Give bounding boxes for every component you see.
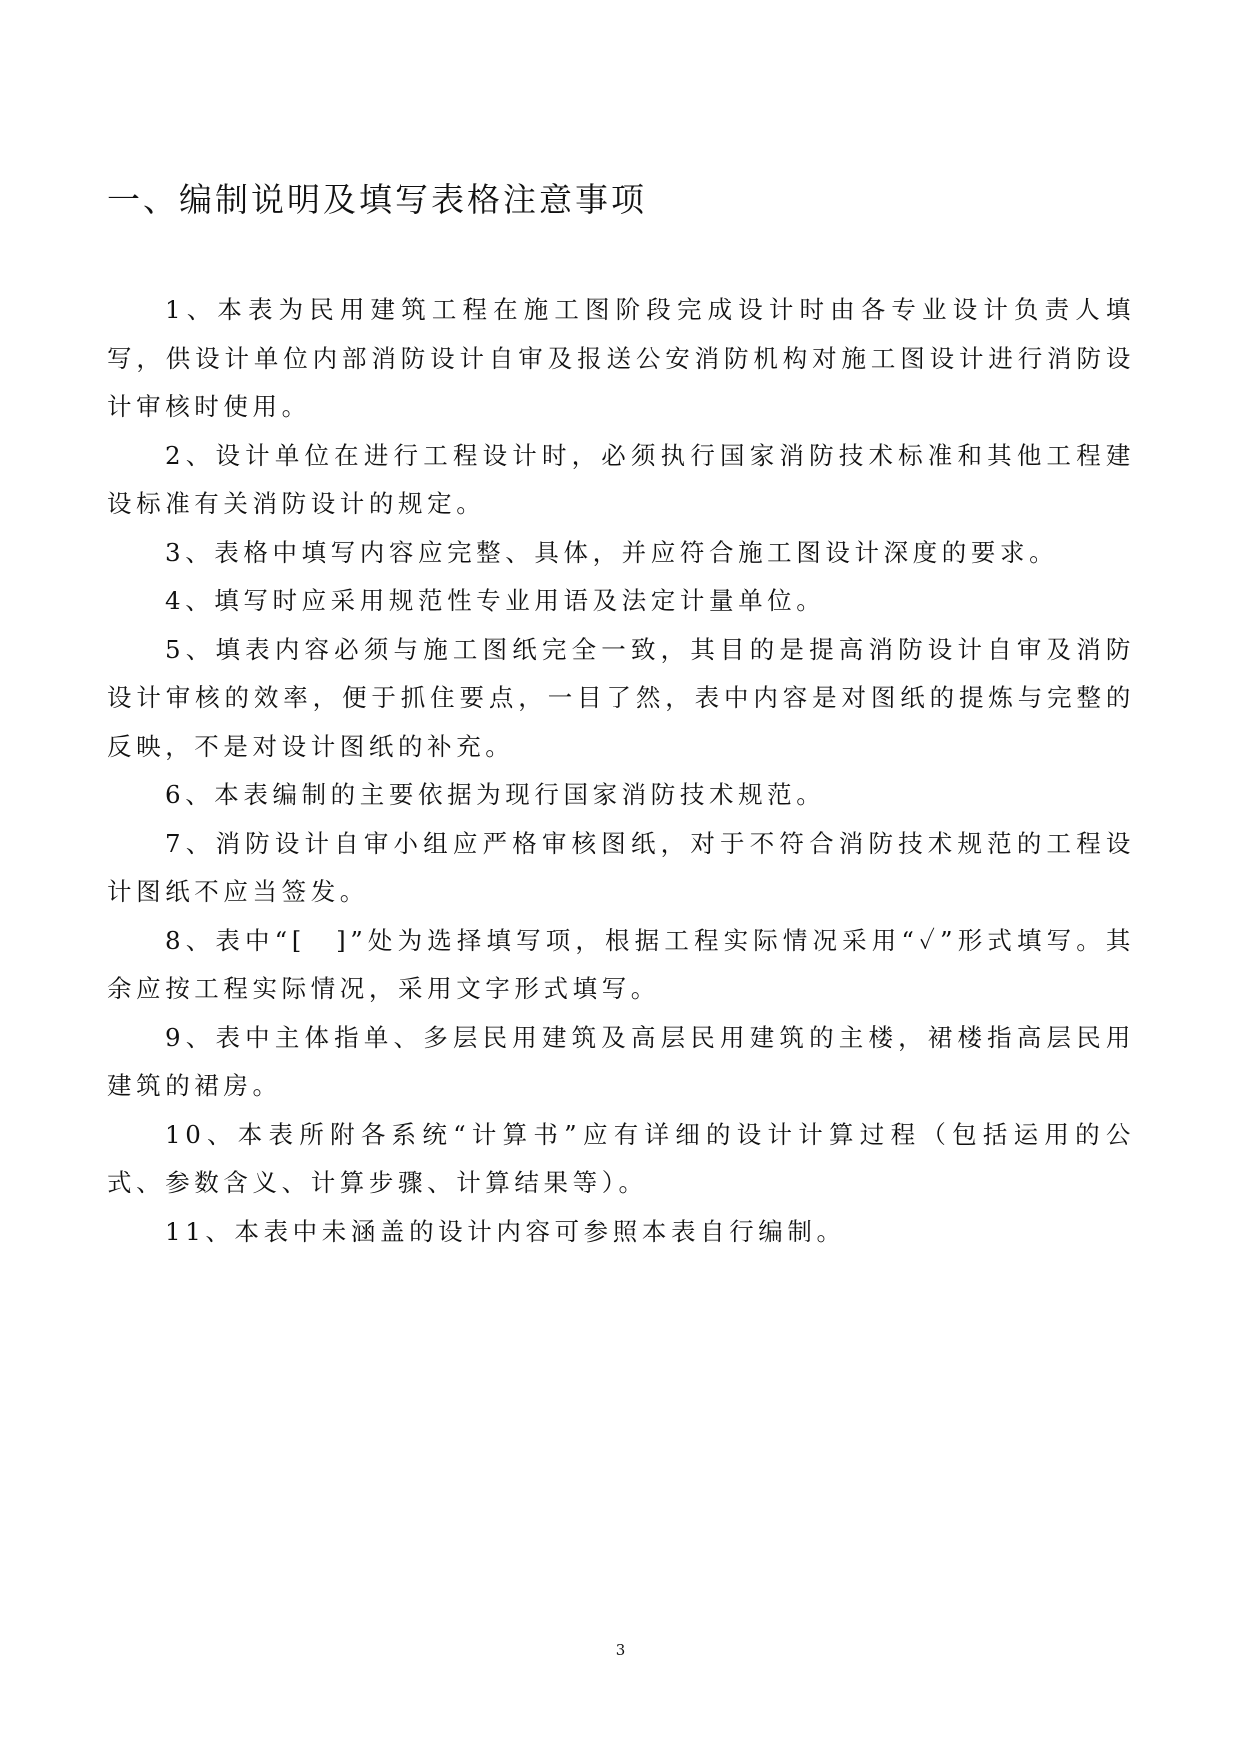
instruction-item-11: 11、本表中未涵盖的设计内容可参照本表自行编制。 xyxy=(165,1216,846,1246)
instruction-item-4: 4、填写时应采用规范性专业用语及法定计量单位。 xyxy=(165,586,826,615)
instruction-item-9: 9、表中主体指单、多层民用建筑及高层民用建筑的主楼，裙楼指高层民用建筑的裙房。 xyxy=(107,1022,1135,1100)
instruction-item-7: 7、消防设计自审小组应严格审核图纸，对于不符合消防技术规范的工程设计图纸不应当签发。 xyxy=(107,828,1135,906)
instruction-item-10: 10、本表所附各系统“计算书”应有详细的设计计算过程（包括运用的公式、参数含义、计算步骤、计算结果等）。 xyxy=(107,1119,1135,1197)
instruction-item-8: 8、表中“[ ]”处为选择填写项，根据工程实际情况采用“✓”形式填写。其余应按工程实际情况，采用文字形式填写。 xyxy=(107,925,1135,1003)
instruction-item-3: 3、表格中填写内容应完整、具体，并应符合施工图设计深度的要求。 xyxy=(165,537,1059,567)
page-number: 3 xyxy=(615,1641,626,1659)
instruction-item-6: 6、本表编制的主要依据为现行国家消防技术规范。 xyxy=(165,780,826,809)
instruction-item-2: 2、设计单位在进行工程设计时，必须执行国家消防技术标准和其他工程建设标准有关消防设计的规定。 xyxy=(107,440,1135,518)
instruction-item-5: 5、填表内容必须与施工图纸完全一致，其目的是提高消防设计自审及消防设计审核的效率，便于抓住要点，一目了然，表中内容是对图纸的提炼与完整的反映，不是对设计图纸的补充。 xyxy=(107,634,1135,761)
instructions-list xyxy=(107,286,1135,1256)
section-heading: 一、编制说明及填写表格注意事项 xyxy=(107,180,647,219)
instruction-item-1: 1、本表为民用建筑工程在施工图阶段完成设计时由各专业设计负责人填写，供设计单位内部消防设计自审及报送公安消防机构对施工图设计进行消防设计审核时使用。 xyxy=(107,295,1135,421)
